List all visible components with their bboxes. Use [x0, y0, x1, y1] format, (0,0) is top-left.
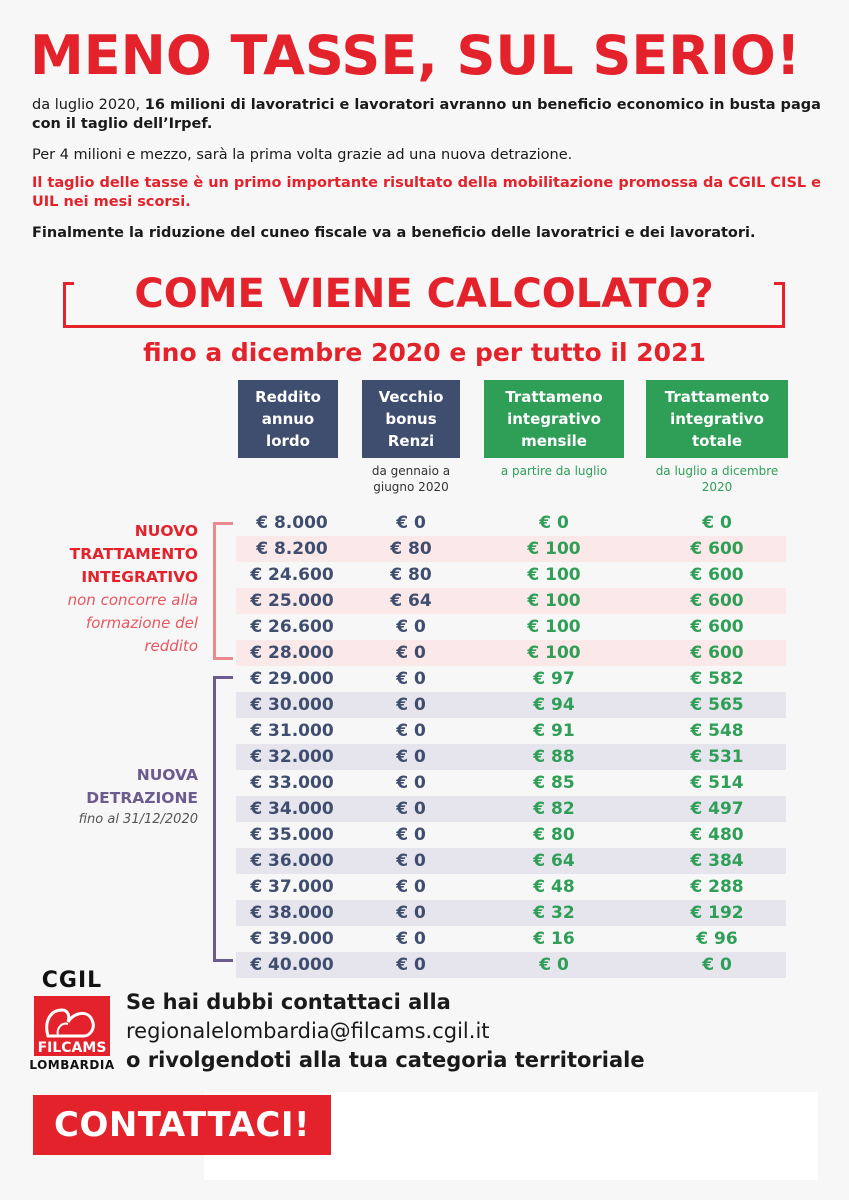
group-label-nuova-detrazione	[60, 764, 198, 830]
table-cell-totale: € 0	[702, 513, 732, 533]
section-heading: COME VIENE CALCOLATO?	[134, 271, 714, 317]
table-cell-bonus: € 64	[390, 591, 432, 611]
table-cell-totale: € 0	[702, 955, 732, 975]
cgil-filcams-logo	[28, 968, 116, 1078]
table-cell-mensile: € 80	[533, 825, 575, 845]
table-cell-totale: € 480	[690, 825, 744, 845]
logo-filcams-text: FILCAMS	[37, 1040, 107, 1056]
table-cell-totale: € 600	[690, 591, 744, 611]
table-cell-totale: € 548	[690, 721, 744, 741]
intro-paragraph-4: Finalmente la riduzione del cuneo fiscale va a beneficio delle lavoratrici e dei lavoratori.	[32, 225, 756, 241]
page-title: MENO TASSE, SUL SERIO!	[30, 24, 801, 87]
table-cell-bonus: € 0	[396, 799, 426, 819]
table-row	[236, 510, 786, 536]
table-cell-totale: € 531	[690, 747, 744, 767]
intro-p1-bold: 16 milioni di lavoratrici e lavoratori avranno un beneficio economico in busta paga con il taglio dell’Irpef.	[32, 97, 821, 132]
table-cell-reddito: € 32.000	[250, 747, 334, 767]
contact-block	[126, 988, 645, 1075]
table-cell-reddito: € 33.000	[250, 773, 334, 793]
table-row	[236, 900, 786, 926]
table-row	[236, 952, 786, 978]
group-nuovo-strong: NUOVO TRATTAMENTO INTEGRATIVO	[69, 522, 198, 586]
table-row	[236, 718, 786, 744]
table-cell-totale: € 288	[690, 877, 744, 897]
table-row	[236, 614, 786, 640]
table-row	[236, 848, 786, 874]
table-cell-totale: € 192	[690, 903, 744, 923]
table-cell-mensile: € 100	[527, 591, 581, 611]
table-cell-totale: € 497	[690, 799, 744, 819]
table-cell-bonus: € 0	[396, 721, 426, 741]
table-row	[236, 666, 786, 692]
col-header-mensile: Trattameno integrativo mensile	[484, 380, 624, 458]
intro-paragraph-1	[32, 96, 822, 134]
table-cell-bonus: € 0	[396, 851, 426, 871]
table-cell-bonus: € 0	[396, 747, 426, 767]
group-detrazione-soft: fino al 31/12/2020	[78, 812, 198, 827]
table-cell-totale: € 582	[690, 669, 744, 689]
table-cell-reddito: € 28.000	[250, 643, 334, 663]
intro-paragraph-2: Per 4 milioni e mezzo, sarà la prima volta grazie ad una nuova detrazione.	[32, 147, 573, 163]
table-cell-bonus: € 0	[396, 695, 426, 715]
table-cell-bonus: € 0	[396, 513, 426, 533]
table-cell-bonus: € 0	[396, 825, 426, 845]
col-header-bonus: Vecchio bonus Renzi	[362, 380, 460, 458]
table-cell-reddito: € 39.000	[250, 929, 334, 949]
table-cell-mensile: € 94	[533, 695, 575, 715]
bracket-nuova-detrazione	[213, 676, 233, 962]
table-cell-totale: € 384	[690, 851, 744, 871]
table-cell-mensile: € 100	[527, 617, 581, 637]
col-note-totale: da luglio a dicembre 2020	[655, 464, 779, 494]
section-subheading: fino a dicembre 2020 e per tutto il 2021	[143, 338, 706, 367]
table-cell-reddito: € 25.000	[250, 591, 334, 611]
table-row	[236, 536, 786, 562]
table-row	[236, 744, 786, 770]
table-cell-bonus: € 80	[390, 539, 432, 559]
table-cell-mensile: € 48	[533, 877, 575, 897]
table-row	[236, 692, 786, 718]
table-row	[236, 588, 786, 614]
group-detrazione-strong: NUOVA DETRAZIONE	[86, 766, 198, 807]
table-cell-bonus: € 0	[396, 773, 426, 793]
table-cell-mensile: € 0	[539, 955, 569, 975]
table-row	[236, 770, 786, 796]
table-cell-mensile: € 88	[533, 747, 575, 767]
table-cell-reddito: € 38.000	[250, 903, 334, 923]
table-row	[236, 796, 786, 822]
table-cell-mensile: € 91	[533, 721, 575, 741]
table-cell-totale: € 600	[690, 617, 744, 637]
table-cell-bonus: € 0	[396, 929, 426, 949]
intro-paragraph-3: Il taglio delle tasse è un primo importante risultato della mobilitazione promossa da CGIL CISL e UIL nei mesi scorsi.	[32, 175, 822, 210]
table-cell-bonus: € 80	[390, 565, 432, 585]
table-cell-reddito: € 37.000	[250, 877, 334, 897]
table-cell-bonus: € 0	[396, 955, 426, 975]
table-cell-totale: € 600	[690, 565, 744, 585]
table-cell-reddito: € 36.000	[250, 851, 334, 871]
table-cell-mensile: € 16	[533, 929, 575, 949]
col-note-bonus: da gennaio a giugno 2020	[371, 464, 451, 494]
table-cell-mensile: € 82	[533, 799, 575, 819]
table-cell-totale: € 600	[690, 643, 744, 663]
table-cell-mensile: € 0	[539, 513, 569, 533]
group-nuovo-soft: non concorre alla formazione del reddito	[67, 591, 198, 655]
table-cell-reddito: € 40.000	[250, 955, 334, 975]
table-cell-reddito: € 35.000	[250, 825, 334, 845]
table-row	[236, 926, 786, 952]
table-cell-reddito: € 8.000	[256, 513, 328, 533]
table-cell-mensile: € 97	[533, 669, 575, 689]
table-cell-mensile: € 100	[527, 565, 581, 585]
table-cell-mensile: € 100	[527, 643, 581, 663]
table-cell-mensile: € 32	[533, 903, 575, 923]
col-header-totale: Trattamento integrativo totale	[646, 380, 788, 458]
table-row	[236, 640, 786, 666]
table-row	[236, 562, 786, 588]
table-cell-totale: € 565	[690, 695, 744, 715]
table-cell-mensile: € 100	[527, 539, 581, 559]
table-cell-bonus: € 0	[396, 903, 426, 923]
table-cell-bonus: € 0	[396, 617, 426, 637]
table-cell-totale: € 514	[690, 773, 744, 793]
table-cell-reddito: € 29.000	[250, 669, 334, 689]
table-cell-reddito: € 30.000	[250, 695, 334, 715]
table-cell-bonus: € 0	[396, 669, 426, 689]
table-cell-mensile: € 85	[533, 773, 575, 793]
table-cell-reddito: € 34.000	[250, 799, 334, 819]
table-row	[236, 874, 786, 900]
table-cell-bonus: € 0	[396, 877, 426, 897]
table-cell-bonus: € 0	[396, 643, 426, 663]
table-cell-mensile: € 64	[533, 851, 575, 871]
table-cell-totale: € 600	[690, 539, 744, 559]
logo-cgil-text: CGIL	[41, 968, 103, 993]
contact-email-link[interactable]: regionalelombardia@filcams.cgil.it	[126, 1019, 490, 1043]
logo-lombardia-text: LOMBARDIA	[29, 1058, 115, 1072]
col-header-reddito: Reddito annuo lordo	[238, 380, 338, 458]
contattaci-button[interactable]: CONTATTACI!	[33, 1095, 331, 1155]
table-cell-totale: € 96	[696, 929, 738, 949]
col-note-mensile: a partire da luglio	[500, 464, 608, 478]
table-cell-reddito: € 24.600	[250, 565, 334, 585]
group-label-nuovo-trattamento	[40, 520, 198, 658]
contact-line-1: Se hai dubbi contattaci alla	[126, 990, 451, 1014]
table-row	[236, 822, 786, 848]
intro-p1-prefix: da luglio 2020,	[32, 97, 145, 113]
table-cell-reddito: € 8.200	[256, 539, 328, 559]
contact-line-3: o rivolgendoti alla tua categoria territoriale	[126, 1048, 645, 1072]
bracket-nuovo-trattamento	[213, 522, 233, 660]
table-cell-reddito: € 31.000	[250, 721, 334, 741]
table-cell-reddito: € 26.600	[250, 617, 334, 637]
